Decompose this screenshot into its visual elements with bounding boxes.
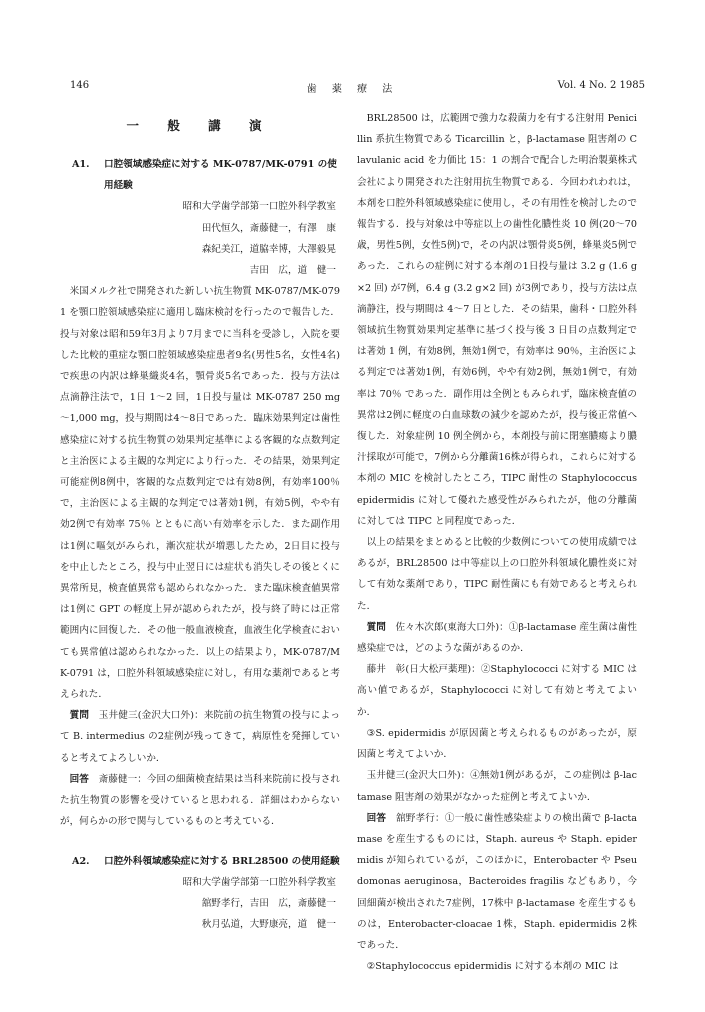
author-line: 秋月弘道，大野康亮，道 健一: [201, 919, 336, 931]
abstract-number: A2.: [72, 855, 90, 867]
question-paragraph: 玉井健三(金沢大口外)：④無効1例があるが，この症例は β-lactamase 阻害剤の効果がなかった症例と考えてよいか．: [357, 770, 637, 803]
answer-text: 舘野孝行：①一般に歯性感染症よりの検出菌で β-lactamase を産生するものには，Staph. aureus や Staph. epidermidis が知られているが，このほかに，Enterobacter や Pseudomonas aeruginosa，Bacteroides fragilis などもあり，今回細菌が検出された7症例，17株中 β-lactamase を産生するものは，Enterobacter-cloacae 1株，Staph. epidermidis 2株であった．: [357, 812, 638, 951]
affiliation: 昭和大学歯学部第一口腔外科学教室: [182, 201, 336, 213]
volume-info: Vol. 4 No. 2 1985: [557, 80, 645, 91]
question-text: 佐々木次郎(東海大口外)：①β-lactamase 産生菌は歯性感染症では，どのような菌があるのか．: [357, 621, 638, 655]
question-paragraph: [60, 705, 340, 769]
abstract-title: 口腔領域感染症に対する MK-0787/MK-0791 の使用経験: [104, 159, 337, 192]
question-paragraph: ③S. epidermidis が原因菌と考えられるものがあったが，原因菌と考えてよいか．: [357, 727, 637, 761]
answer-paragraph: ②Staphylococcus epidermidis に対する本剤の MIC は: [366, 961, 619, 973]
author-line: 吉田 広，道 健一: [249, 265, 336, 277]
author-line: 舘野孝行，吉田 広，斎藤健一: [201, 897, 336, 909]
left-column: [60, 108, 340, 935]
answer-paragraph: [357, 808, 637, 956]
journal-name: 歯 薬 療 法: [306, 84, 399, 95]
answer-text: 斎藤健一：今回の細菌検査結果は当科来院前に投与された抗生物質の影響を受けていると思われる．詳細はわからないが，何らかの形で関与しているものと考えている．: [60, 773, 341, 828]
question-label: 質問: [69, 710, 90, 722]
running-header: [0, 80, 705, 96]
abstract-a1-heading: [60, 154, 340, 196]
abstract-body: 米国メルク社で開発された新しい抗生物質 MK-0787/MK-0791 を顎口腔領域感染症に適用し臨床検討を行ったので報告した．投与対象は昭和59年3月より7月までに当科を受診し，入院を要した比較的重症な顎口腔領域感染症患者9名(男性5名，女性4名)で疾患の内訳は蜂巣織炎4名，顎骨炎5名であった．投与方法は点滴静注法で，1日 1～2 回，1日投与量は MK-0787 250 mg～1,000 mg，投与期間は4～8日であった．臨床効果判定は歯性感染症に対する抗生物質の効果判定基準による客観的な点数判定と主治医による主観的な判定により行った．その結果，効果判定可能症例8例中，客観的な点数判定では有効8例，有効率100％で，主治医による主観的な判定では著効1例，有効5例，やや有効2例で有効率 75％ とともに高い有効率を示した．また副作用は1例に嘔気がみられ，漸次症状が増悪したため，2日目に投与を中止したところ，投与中止翌日には症状も消失しその後とくに異常所見，検査値異常も認められなかった．また臨床検査値異常は1例に GPT の軽度上昇が認められたが，投与終了時には正常範囲内に回復した．その他一般血液検査，血液生化学検査においても異常値は認められなかった．以上の結果より，MK-0787/MK-0791 は，口腔外科領域感染症に対し，有用な薬剤であると考えられた．: [60, 286, 340, 701]
answer-paragraph: [60, 769, 340, 833]
question-text: 玉井健三(金沢大口外)：来院前の抗生物質の投与によって B. intermedius の2症例が残ってきて，病原性を発揮していると考えてよろしいか．: [60, 710, 340, 764]
author-line: 森紀美江，道脇幸博，大澤毅晃: [201, 243, 336, 255]
abstract-number: A1.: [72, 159, 90, 170]
answer-label: 回答: [366, 812, 387, 824]
body-paragraph: 以上の結果をまとめると比較的少数例についての使用成績ではあるが，BRL28500 は中等症以上の口腔外科領域化膿性炎に対して有効な薬剤であり，TIPC 耐性菌にも有効であると考えられた．: [357, 537, 637, 612]
right-column: [357, 108, 637, 977]
abstract-title: 口腔外科領域感染症に対する BRL28500 の使用経験: [104, 855, 340, 867]
body-paragraph: BRL28500 は，広範囲で強力な殺菌力を有する注射用 Penicillin 系抗生物質である Ticarcillin と，β-lactamase 阻害剤の Clavulanic acid を力価比 15：1 の割合で配合した明治製菓株式会社により開発された注射用抗生物質である．今回われわれは，本剤を口腔外科領域感染症に使用し，その有用性を検討したので報告する．投与対象は中等症以上の歯性化膿性炎 10 例(20～70 歳，男性5例，女性5例)で，その内訳は顎骨炎5例，蜂巣炎5例であった．これらの症例に対する本剤の1日投与量は 3.2 g (1.6 g×2 回) が7例，6.4 g (3.2 g×2 回) が3例であり，投与方法は点滴静注，投与期間は 4～7 日とした．その結果，歯科・口腔外科領域抗生物質効果判定基準に基づく投与後 3 日目の点数判定では著効 1 例，有効8例，無効1例で，有効率は 90％，主治医による判定では著効1例，有効6例，やや有効2例，無効1例で，有効率は 70％ であった．副作用は全例ともみられず，臨床検査値の異常は2例に軽度の白血球数の減少を認めたが，投与後正常値へ復した．対象症例 10 例全例から，本剤投与前に閉塞膿瘍より膿汁採取が可能で，7例から分離菌16株が得られ，これらに対する本剤の MIC を検討したところ，TIPC 耐性の Staphylococcus epidermidis に対して優れた感受性がみられたが，他の分離菌に対しては TIPC と同程度であった．: [357, 113, 637, 527]
page-number: 146: [70, 80, 90, 91]
affiliation: 昭和大学歯学部第一口腔外科学教室: [182, 876, 336, 888]
question-paragraph: [357, 617, 637, 659]
abstract-a2-heading: [60, 851, 340, 872]
author-line: 田代恒久，斎藤健一，有澤 康: [201, 222, 336, 234]
question-label: 質問: [366, 621, 386, 633]
question-paragraph: 藤井 彰(日大松戸薬理)：②Staphylococci に対する MIC は高い値であるが，Staphylococci に対して有効と考えてよいか．: [357, 664, 637, 718]
answer-label: 回答: [69, 773, 89, 785]
section-title: 一 般 講 演: [126, 118, 274, 133]
